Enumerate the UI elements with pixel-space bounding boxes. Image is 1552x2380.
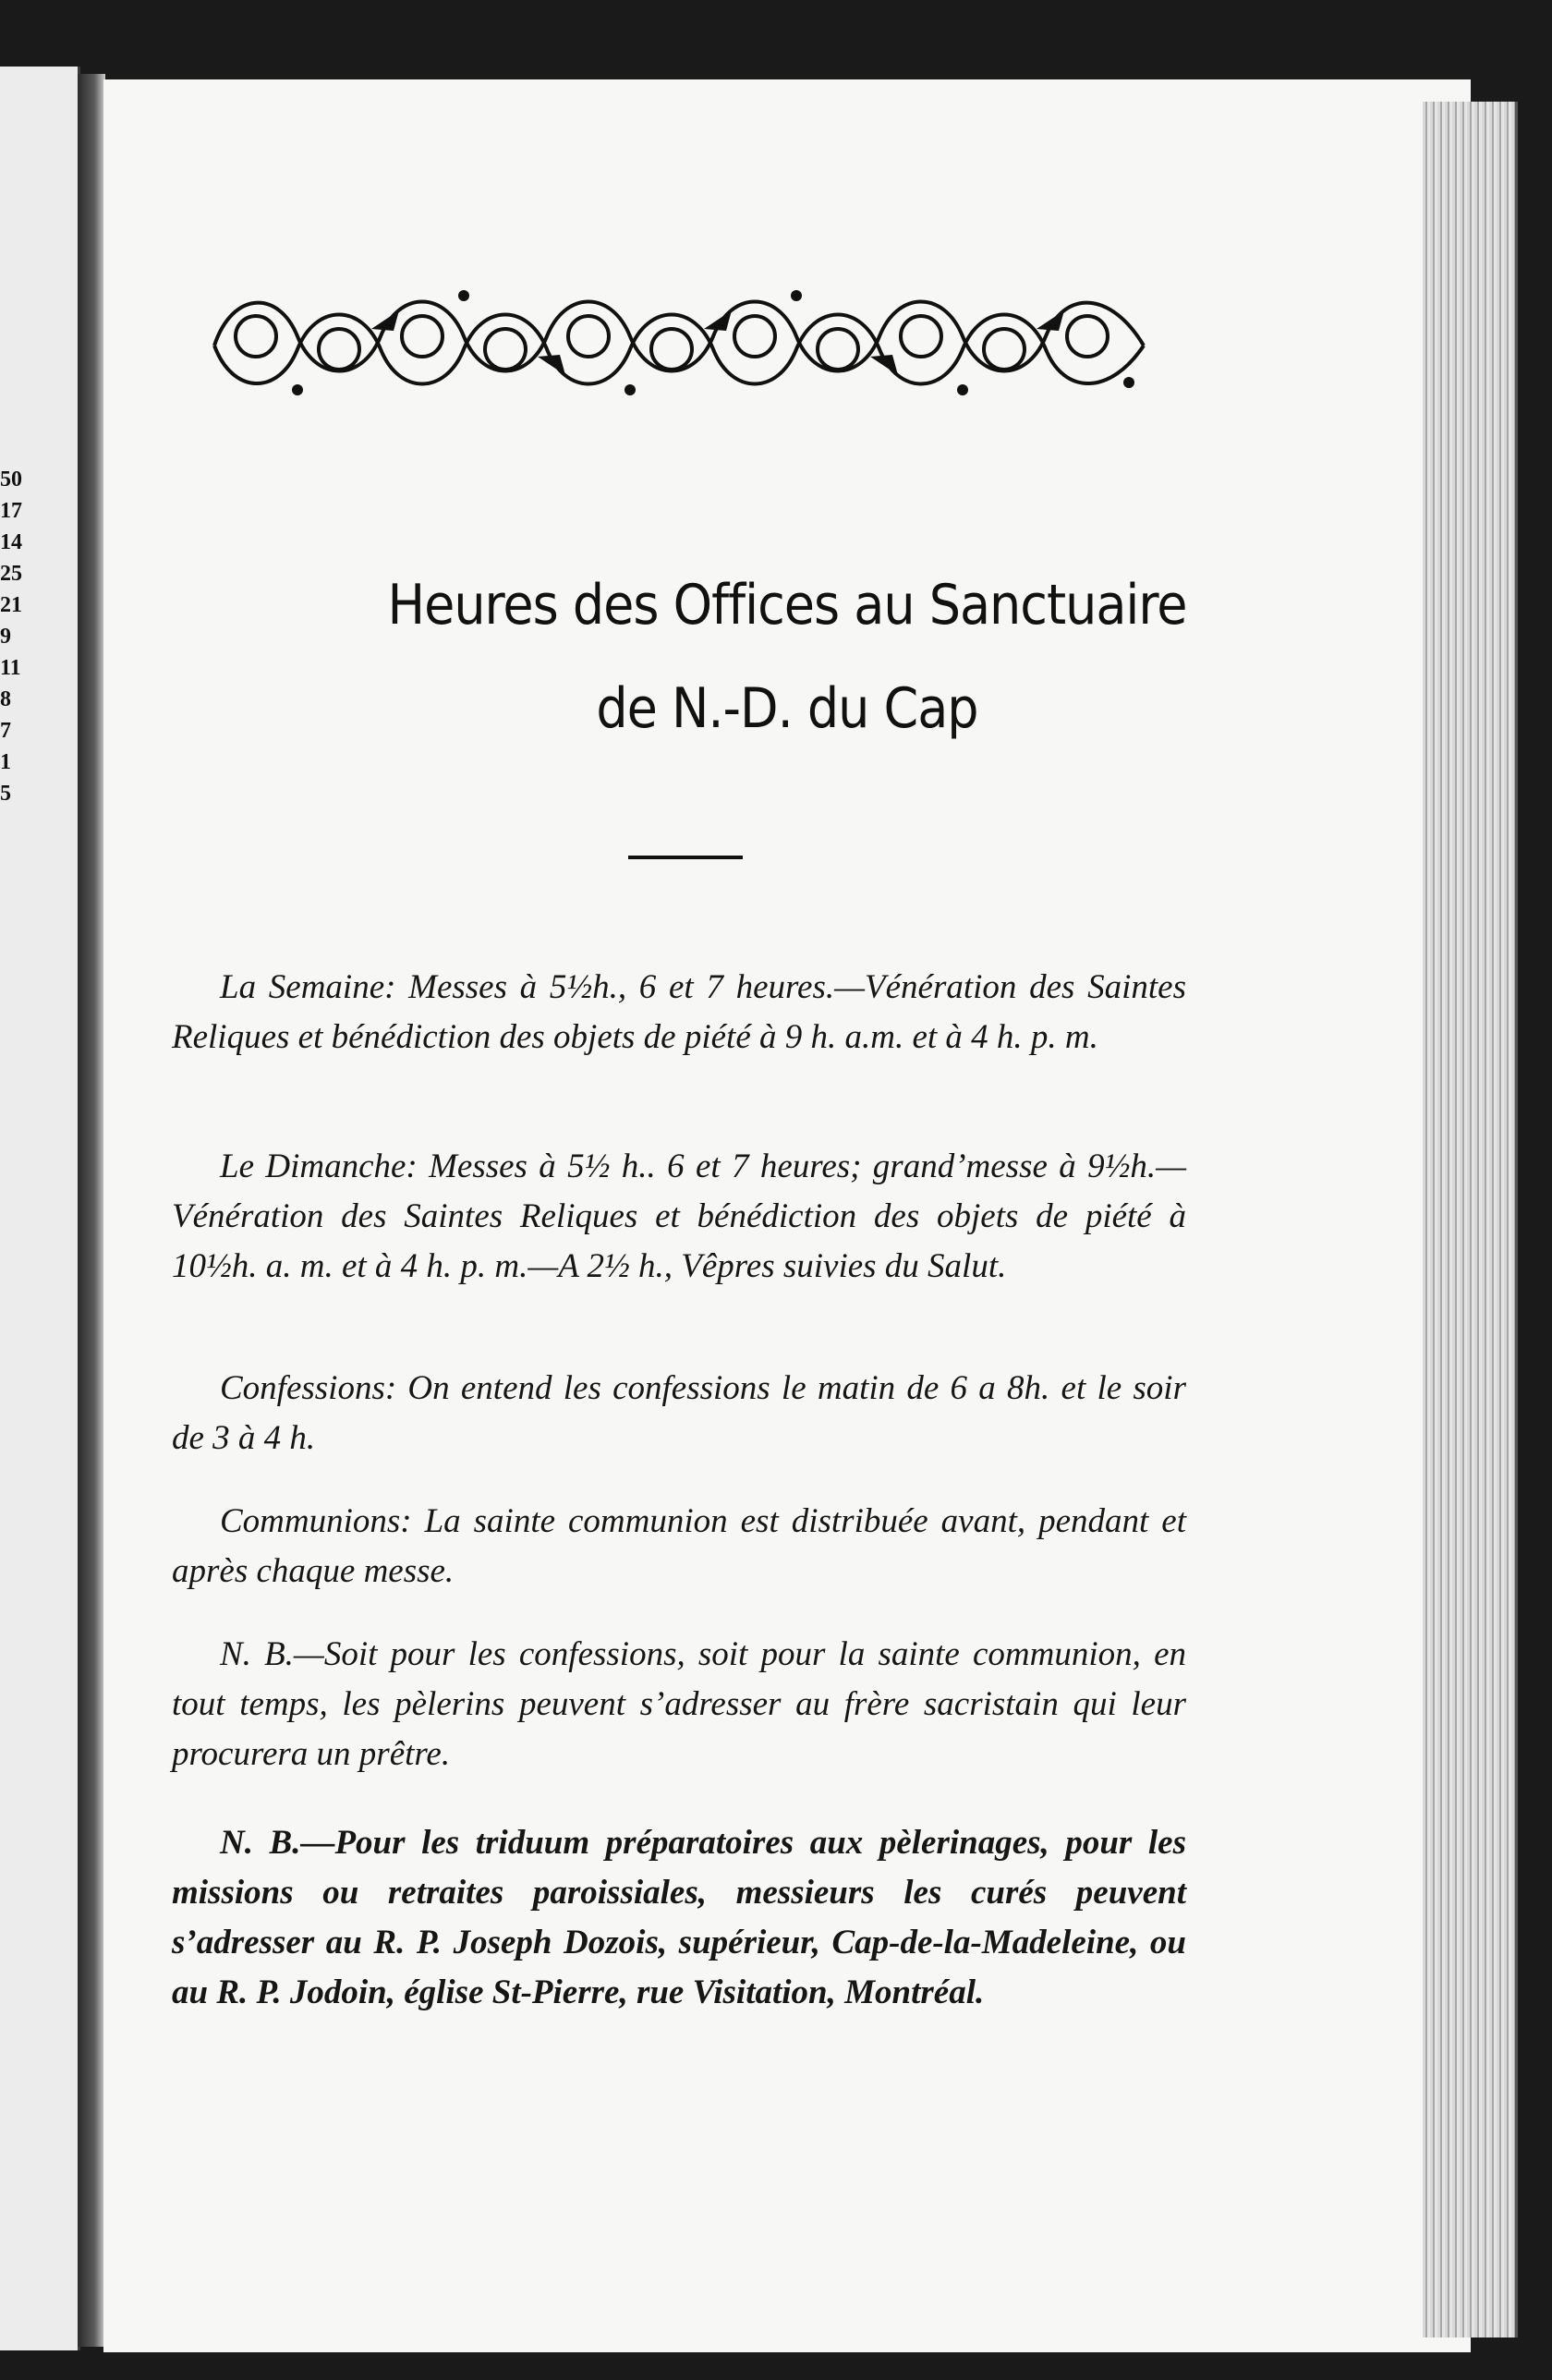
- paragraph-text: Confessions: On entend les confessions le matin de 6 a 8h. et le soir de 3 à 4 h.: [172, 1369, 1186, 1457]
- paragraph-text: Communions: La sainte communion est distribuée avant, pendant et après chaque messe.: [172, 1502, 1186, 1590]
- left-page-edge: [0, 67, 80, 2350]
- paragraph-nb-1: [172, 1630, 1186, 1779]
- paragraph-text: La Semaine: Messes à 5½h., 6 et 7 heures.—Vénération des Saintes Reliques et bénédiction des objets de piété à 9 h. a.m. et à 4 h. p. m.: [172, 968, 1186, 1056]
- margin-number: 7: [0, 719, 11, 743]
- margin-number: 11: [0, 656, 21, 680]
- ornamental-header-band: [205, 281, 1153, 405]
- page-edges: [1423, 102, 1518, 2338]
- margin-number: 17: [0, 499, 22, 523]
- paragraph-semaine: [172, 963, 1186, 1062]
- paragraph-communions: [172, 1497, 1186, 1597]
- margin-number: 21: [0, 593, 22, 617]
- paragraph-confessions: [172, 1364, 1186, 1463]
- margin-number: 50: [0, 468, 22, 492]
- margin-number: 8: [0, 687, 11, 711]
- paragraph-dimanche: [172, 1142, 1186, 1292]
- margin-number: 25: [0, 562, 22, 586]
- page-title-line-1: Heures des Offices au Sanctuaire: [387, 573, 1187, 638]
- margin-number-column: [0, 464, 22, 809]
- paragraph-text: N. B.—Soit pour les confessions, soit pour la sainte communion, en tout temps, les pèlerins peuvent s’adresser au frère sacristain qui leur procurera un prêtre.: [172, 1635, 1186, 1773]
- paragraph-text: N. B.—Pour les triduum préparatoires aux pèlerinages, pour les missions ou retraites paroissiales, messieurs les curés peuvent s’adresser au R. P. Joseph Dozois, supérieur, Cap-de-la-Madeleine, ou au R. P. Jodoin, église St-Pierre, rue Visitation, Montréal.: [172, 1824, 1186, 2011]
- margin-number: 5: [0, 782, 11, 806]
- page-title-line-2: de N.-D. du Cap: [596, 676, 978, 741]
- book-gutter: [78, 74, 105, 2347]
- margin-number: 14: [0, 530, 22, 554]
- paragraph-nb-2: [172, 1818, 1186, 2018]
- margin-number: 1: [0, 750, 11, 774]
- margin-number: 9: [0, 625, 11, 649]
- title-divider: [628, 856, 743, 859]
- paragraph-text: Le Dimanche: Messes à 5½ h.. 6 et 7 heures; grand’messe à 9½h.—Vénération des Saintes Reliques et bénédiction des objets de piété à 10½h. a. m. et à 4 h. p. m.—A 2½ h., Vêpres suivies du Salut.: [172, 1148, 1186, 1285]
